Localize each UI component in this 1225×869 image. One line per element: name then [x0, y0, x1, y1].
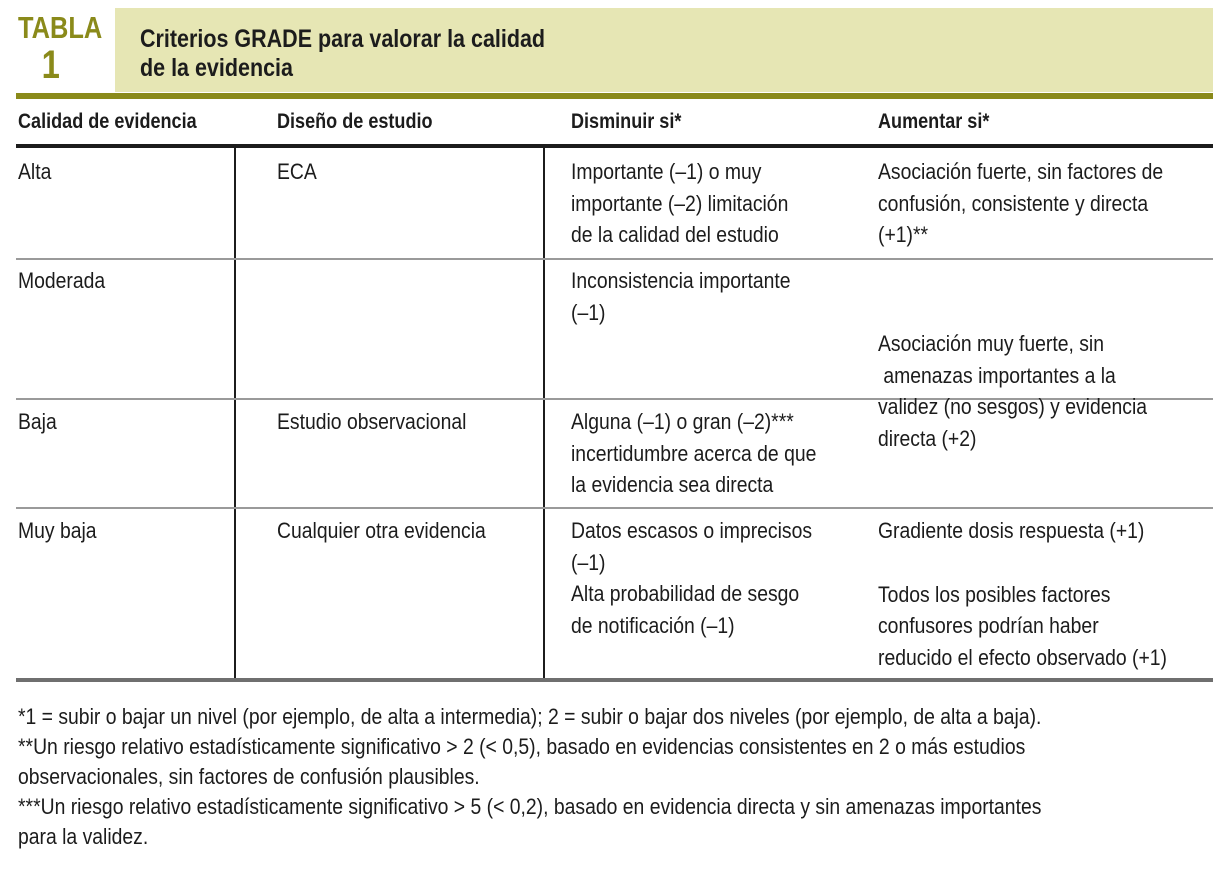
cell-diseno-baja: Estudio observacional — [277, 409, 467, 434]
cell-aumentar-moderada: Asociación muy fuerte, sin amenazas importantes a la validez (no sesgos) y evidencia directa (+2) — [878, 331, 1148, 451]
footnote-3-cont: para la validez. — [18, 824, 149, 849]
table-number-label — [18, 10, 103, 87]
footnote-1: *1 = subir o bajar un nivel (por ejemplo, de alta a intermedia); 2 = subir o bajar dos niveles (por ejemplo, de alta a baja). — [18, 704, 1042, 729]
header-diseno: Diseño de estudio — [277, 110, 433, 133]
title-line-2: de la evidencia — [140, 54, 293, 82]
row-divider-1 — [16, 258, 1213, 260]
cell-aumentar-muy-baja: Gradiente dosis respuesta (+1) Todos los posibles factores confusores podrían haber reducido el efecto observado (+1) — [878, 518, 1167, 670]
cell-disminuir-muy-baja: Datos escasos o imprecisos (–1) Alta probabilidad de sesgo de notificación (–1) — [571, 518, 813, 638]
header-calidad: Calidad de evidencia — [18, 110, 197, 133]
cell-calidad-alta: Alta — [18, 159, 52, 184]
top-rule — [16, 93, 1213, 99]
footnotes — [18, 702, 1041, 852]
footnote-2: **Un riesgo relativo estadísticamente significativo > 2 (< 0,5), basado en evidencias consistentes en 2 o más estudios — [18, 734, 1026, 759]
cell-calidad-baja: Baja — [18, 409, 57, 434]
header-disminuir: Disminuir si* — [571, 110, 682, 133]
column-divider-2 — [543, 148, 545, 680]
cell-calidad-moderada: Moderada — [18, 268, 106, 293]
row-divider-3 — [16, 507, 1213, 509]
tabla-number: 1 — [41, 43, 60, 87]
cell-disminuir-alta: Importante (–1) o muy importante (–2) limitación de la calidad del estudio — [571, 159, 789, 247]
column-divider-1 — [234, 148, 236, 680]
title-box — [115, 8, 1213, 92]
footnote-2-cont: observacionales, sin factores de confusión plausibles. — [18, 764, 480, 789]
title-line-1: Criterios GRADE para valorar la calidad — [140, 25, 546, 53]
tabla-word: TABLA — [18, 10, 103, 45]
footnote-3: ***Un riesgo relativo estadísticamente significativo > 5 (< 0,2), basado en evidencia directa y sin amenazas importantes — [18, 794, 1042, 819]
bottom-rule — [16, 678, 1213, 682]
header-rule — [16, 144, 1213, 148]
cell-disminuir-baja: Alguna (–1) o gran (–2)*** incertidumbre acerca de que la evidencia sea directa — [571, 409, 817, 497]
cell-diseno-alta: ECA — [277, 159, 317, 184]
cell-calidad-muy-baja: Muy baja — [18, 518, 97, 543]
header-aumentar: Aumentar si* — [878, 110, 990, 133]
cell-diseno-muy-baja: Cualquier otra evidencia — [277, 518, 486, 543]
cell-disminuir-moderada: Inconsistencia importante (–1) — [571, 268, 791, 325]
cell-aumentar-alta: Asociación fuerte, sin factores de confusión, consistente y directa (+1)** — [878, 159, 1164, 247]
table-title — [140, 25, 622, 83]
